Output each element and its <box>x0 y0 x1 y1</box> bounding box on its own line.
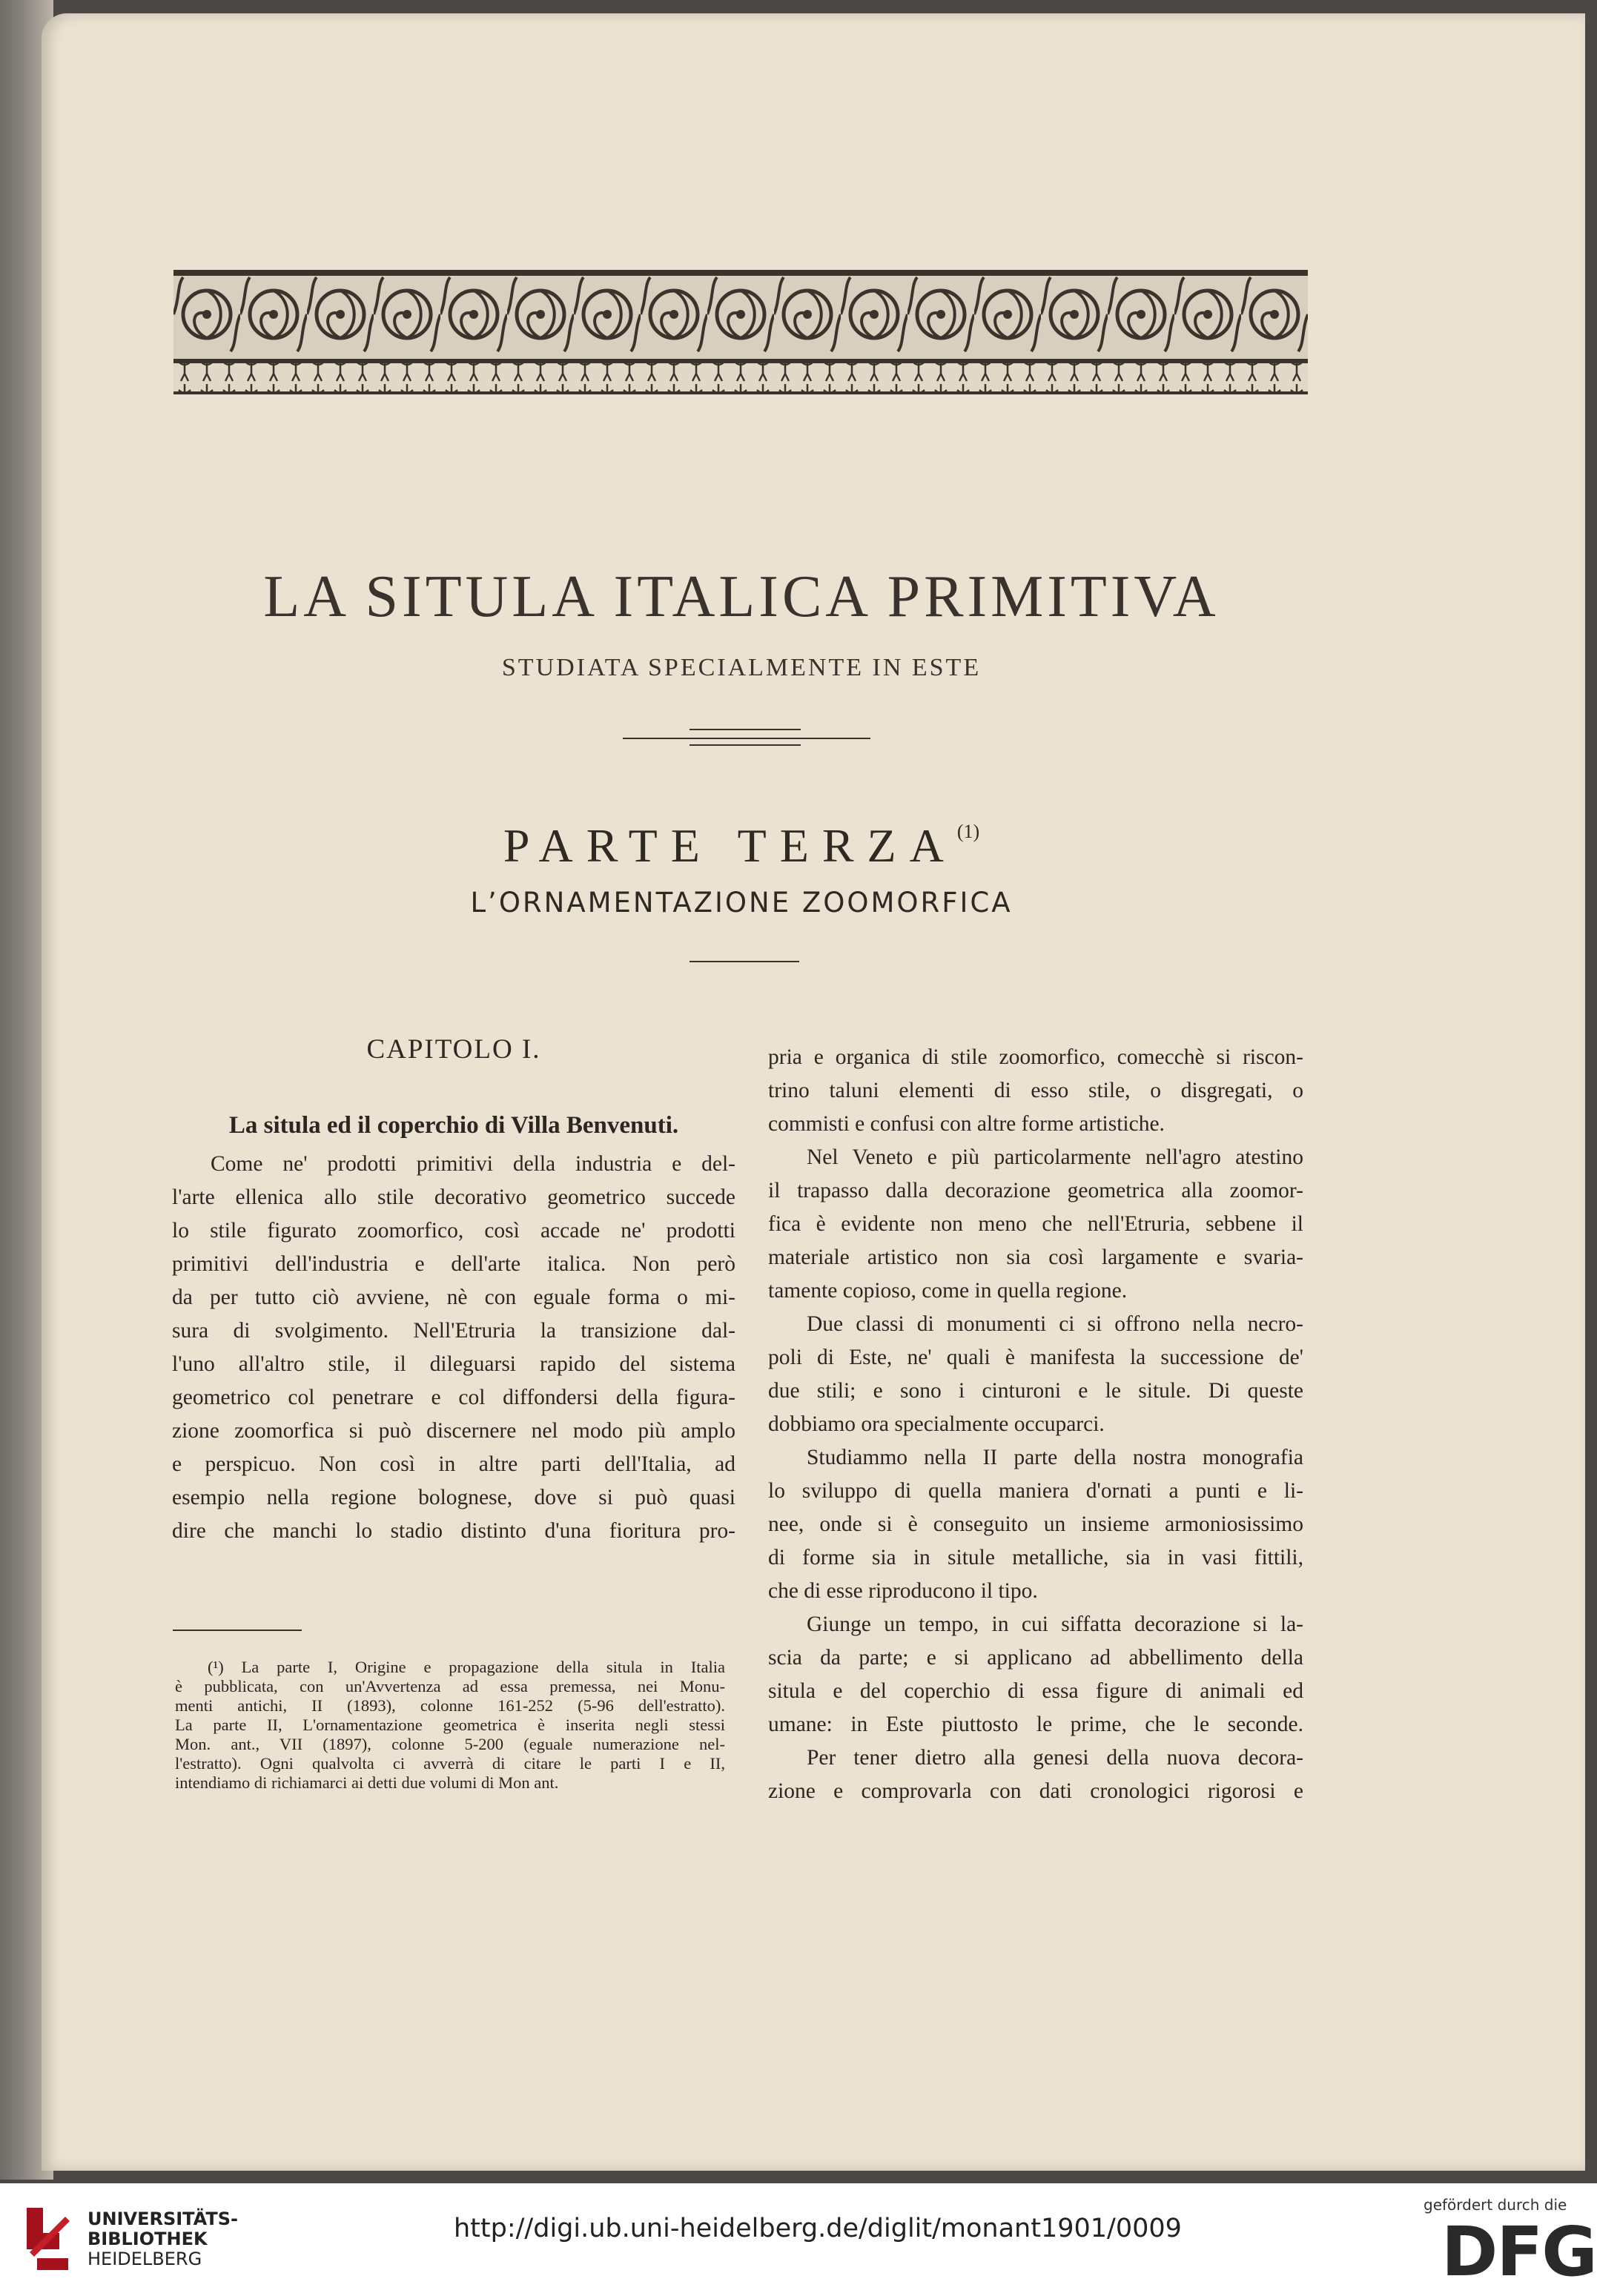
text-line: e perspicuo. Non così in altre parti dell'Italia, ad <box>172 1452 735 1476</box>
right-column <box>768 1041 1303 1808</box>
divider <box>690 744 801 746</box>
text-line: dobbiamo ora specialmente occuparci. <box>768 1412 1105 1436</box>
text-line: nee, onde si è conseguito un insieme armoniosissimo <box>768 1512 1303 1536</box>
text-line: lo sviluppo di quella maniera d'ornati a punti e li- <box>768 1479 1303 1503</box>
library-name-line: HEIDELBERG <box>87 2249 202 2269</box>
text-line: dire che manchi lo stadio distinto d'una fioritura pro- <box>172 1519 735 1543</box>
text-line: situla e del coperchio di essa figure di animali ed <box>768 1679 1303 1703</box>
text-line: il trapasso dalla decorazione geometrica alla zoomor- <box>768 1179 1303 1202</box>
divider <box>690 961 799 962</box>
divider <box>690 729 801 730</box>
page-subtitle: STUDIATA SPECIALMENTE IN ESTE <box>501 654 982 681</box>
page-title: LA SITULA ITALICA PRIMITIVA <box>263 564 1220 629</box>
text-line: materiale artistico non sia così largamente e svaria- <box>768 1245 1303 1269</box>
text-line: lo stile figurato zoomorfico, così accade ne' prodotti <box>172 1219 735 1243</box>
text-line: esempio nella regione bolognese, dove si può quasi <box>172 1486 735 1509</box>
text-line: commisti e confusi con altre forme artistiche. <box>768 1112 1165 1136</box>
library-name-line: BIBLIOTHEK <box>87 2229 208 2249</box>
text-line: due stili; e sono i cinturoni e le situle. Di queste <box>768 1379 1303 1403</box>
left-column <box>172 1148 735 1548</box>
library-name-line: UNIVERSITÄTS- <box>87 2209 239 2229</box>
text-line: sura di svolgimento. Nell'Etruria la transizione dal- <box>172 1319 735 1343</box>
text-line: l'uno all'altro stile, il dileguarsi rapido del sistema <box>172 1352 735 1376</box>
text-line: geometrico col penetrare e col diffondersi della figura- <box>172 1386 735 1409</box>
text-line: zione e comprovarla con dati cronologici rigorosi e <box>768 1779 1303 1803</box>
text-line: da per tutto ciò avviene, nè con eguale forma o mi- <box>172 1286 735 1309</box>
text-line: poli di Este, ne' quali è manifesta la successione de' <box>768 1346 1303 1369</box>
footnote-line: Mon. ant., VII (1897), colonne 5-200 (eguale numerazione nel- <box>175 1735 725 1753</box>
section-heading: La situla ed il coperchio di Villa Benvenuti. <box>228 1112 679 1139</box>
part-title-text: PARTE TERZA <box>503 819 957 872</box>
text-line: Studiammo nella II parte della nostra monografia <box>807 1446 1303 1469</box>
text-line: trino taluni elementi di esso stile, o disgregati, o <box>768 1079 1303 1102</box>
footnote-line: (¹) La parte I, Origine e propagazione della situla in Italia <box>208 1658 725 1676</box>
part-title <box>148 818 1335 873</box>
text-line: scia da parte; e si applicano ad abbellimento della <box>768 1646 1303 1670</box>
part-subtitle: L’ORNAMENTAZIONE ZOOMORFICA <box>470 887 1013 919</box>
text-line: pria e organica di stile zoomorfico, comecchè si riscon- <box>768 1045 1303 1069</box>
footnote-line: La parte II, L'ornamentazione geometrica è inserita negli stessi <box>175 1716 725 1734</box>
text-line: l'arte ellenica allo stile decorativo geometrico succede <box>172 1185 735 1209</box>
text-line: Due classi di monumenti ci si offrono nella necro- <box>807 1312 1303 1336</box>
chapter-heading: CAPITOLO I. <box>366 1034 541 1065</box>
text-line: Nel Veneto e più particolarmente nell'agro atestino <box>807 1145 1303 1169</box>
funding-caption: gefördert durch die <box>1424 2196 1567 2214</box>
text-line: tamente copioso, come in quella regione. <box>768 1279 1128 1303</box>
text-line: umane: in Este piuttosto le prime, che le seconde. <box>768 1713 1303 1736</box>
text-line: zione zoomorfica si può discernere nel modo più amplo <box>172 1419 735 1443</box>
text-line: Come ne' prodotti primitivi della industria e del- <box>211 1152 735 1176</box>
footnote-line: è pubblicata, con un'Avvertenza ad essa premessa, nei Monu- <box>175 1677 725 1695</box>
footnote-line: l'estratto). Ogni qualvolta ci avverrà di citare le parti I e II, <box>175 1754 725 1773</box>
text-line: che di esse riproducono il tipo. <box>768 1579 1038 1603</box>
footnote <box>175 1658 725 1793</box>
dfg-logo[interactable]: DFG <box>1441 2212 1596 2292</box>
ornament-band-icon <box>173 270 1308 396</box>
text-line: fica è evidente non meno che nell'Etruria, sebbene il <box>768 1212 1303 1236</box>
footnote-line: intendiamo di richiamarci ai detti due volumi di Mon ant. <box>175 1773 559 1792</box>
permalink-url[interactable]: http://digi.ub.uni-heidelberg.de/diglit/monant1901/0009 <box>454 2214 1182 2243</box>
footnote-rule <box>173 1630 302 1631</box>
library-name <box>87 2209 238 2269</box>
divider <box>623 738 870 739</box>
text-line: di forme sia in situle metalliche, sia in vasi fittili, <box>768 1546 1303 1569</box>
footnote-line: menti antichi, II (1893), colonne 161-252 (5-96 dell'estratto). <box>175 1696 725 1715</box>
text-line: Per tener dietro alla genesi della nuova decora- <box>807 1746 1303 1770</box>
university-library-logo-icon[interactable] <box>21 2203 74 2275</box>
text-line: primitivi dell'industria e dell'arte italica. Non però <box>172 1252 735 1276</box>
text-line: Giunge un tempo, in cui siffatta decorazione si la- <box>807 1612 1303 1636</box>
footnote-marker[interactable]: (1) <box>956 821 980 842</box>
